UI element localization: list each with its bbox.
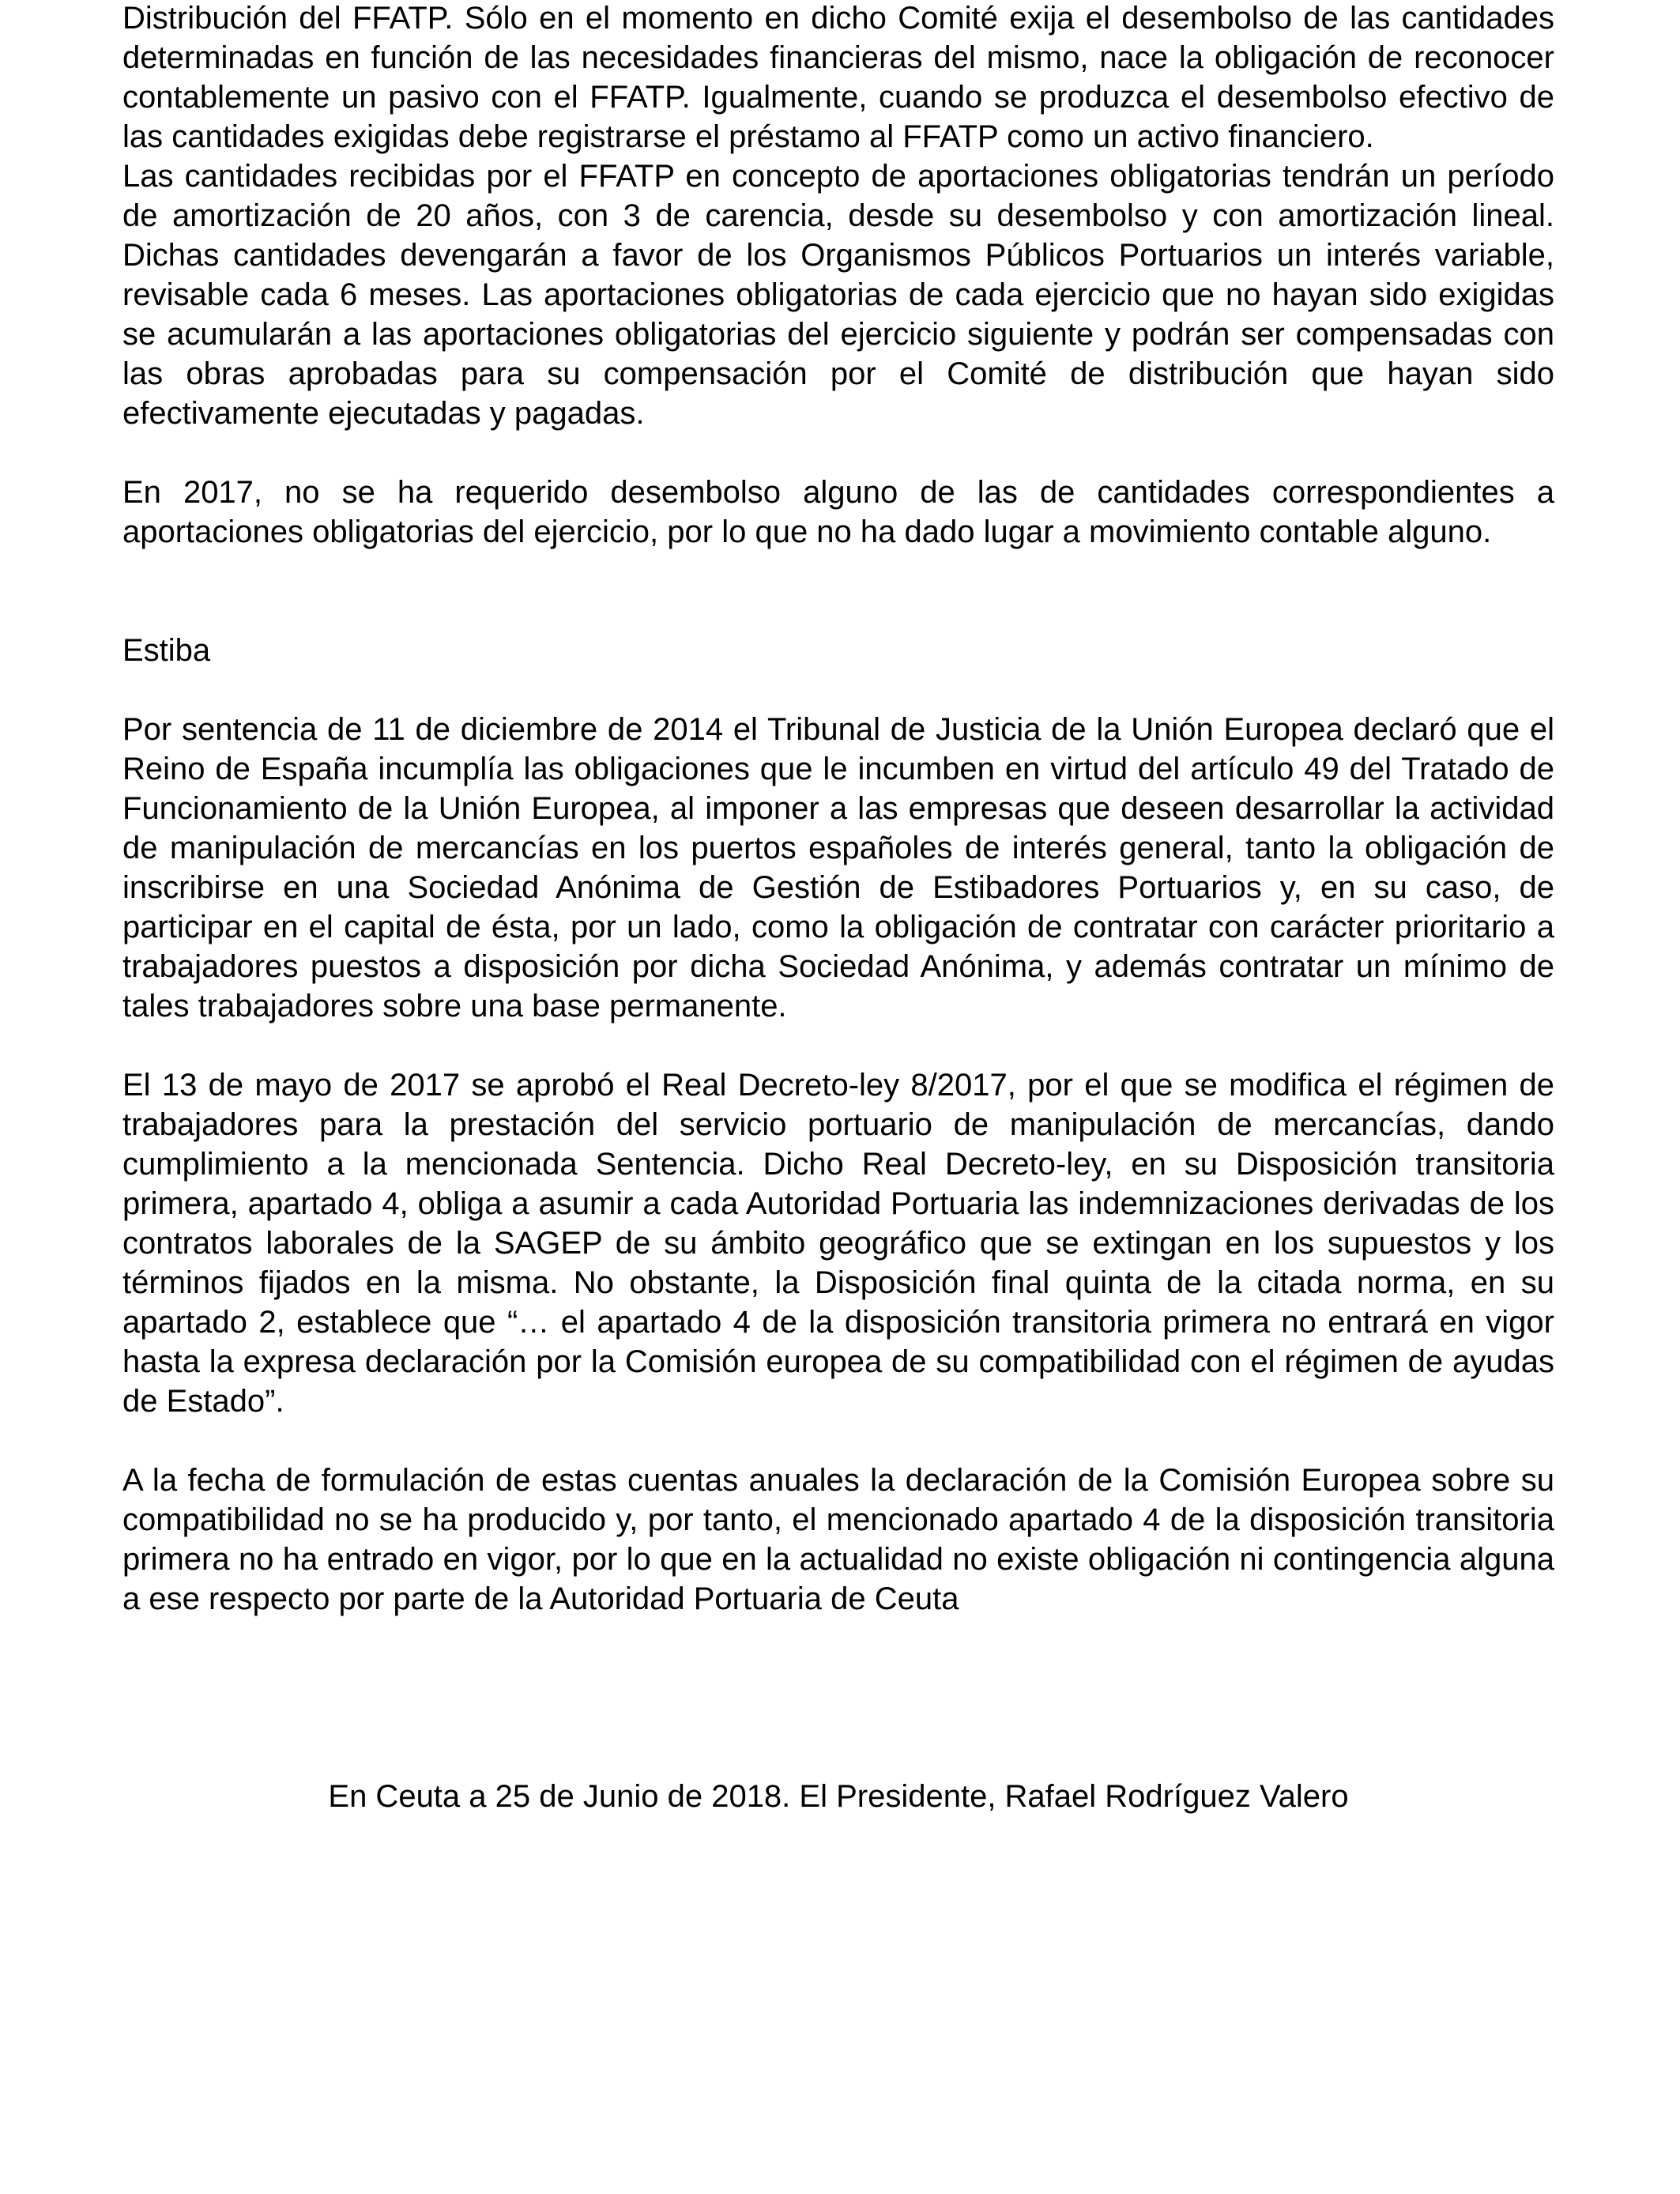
paragraph-ffatp-amortization: Las cantidades recibidas por el FFATP en concepto de aportaciones obligatorias tendrán un período de amortización de 20 años, con 3 de carencia, desde su desembolso y con amortización lineal. Dichas cantidades devengarán a favor de los Organismos Públicos Portuarios un interés variable, revisable cada 6 meses. Las aportaciones obligatorias de cada ejercicio que no hayan sido exigidas se acumularán a las aportaciones obligatorias del ejercicio siguiente y podrán ser compensadas con las obras aprobadas para su compensación por el Comité de distribución que hayan sido efectivamente ejecutadas y pagadas. xyxy=(122,159,1554,431)
signature-line: En Ceuta a 25 de Junio de 2018. El Presidente, Rafael Rodríguez Valero xyxy=(328,1779,1349,1814)
paragraph-court-ruling: Por sentencia de 11 de diciembre de 2014 el Tribunal de Justicia de la Unión Europea declaró que el Reino de España incumplía las obligaciones que le incumben en virtud del artículo 49 del Tratado de Funcionamiento de la Unión Europea, al imponer a las empresas que deseen desarrollar la actividad de manipulación de mercancías en los puertos españoles de interés general, tanto la obligación de inscribirse en una Sociedad Anónima de Gestión de Estibadores Portuarios y, en su caso, de participar en el capital de ésta, por un lado, como la obligación de contratar con carácter prioritario a trabajadores puestos a disposición por dicha Sociedad Anónima, y además contratar un mínimo de tales trabajadores sobre una base permanente. xyxy=(122,712,1554,1023)
paragraph-2017-no-disbursement: En 2017, no se ha requerido desembolso alguno de las de cantidades correspondientes a aportaciones obligatorias del ejercicio, por lo que no ha dado lugar a movimiento contable alguno. xyxy=(122,475,1554,549)
document-page xyxy=(122,0,1554,1816)
section-heading-estiba: Estiba xyxy=(122,633,211,668)
paragraph-ffatp-disbursement: Distribución del FFATP. Sólo en el momento en dicho Comité exija el desembolso de las cantidades determinadas en función de las necesidades financieras del mismo, nace la obligación de reconocer contablemente un pasivo con el FFATP. Igualmente, cuando se produzca el desembolso efectivo de las cantidades exigidas debe registrarse el préstamo al FFATP como un activo financiero. xyxy=(122,1,1554,154)
paragraph-annual-accounts: A la fecha de formulación de estas cuentas anuales la declaración de la Comisión Europea sobre su compatibilidad no se ha producido y, por tanto, el mencionado apartado 4 de la disposición transitoria primera no ha entrado en vigor, por lo que en la actualidad no existe obligación ni contingencia alguna a ese respecto por parte de la Autoridad Portuaria de Ceuta xyxy=(122,1463,1554,1616)
paragraph-royal-decree: El 13 de mayo de 2017 se aprobó el Real Decreto-ley 8/2017, por el que se modifica el régimen de trabajadores para la prestación del servicio portuario de manipulación de mercancías, dando cumplimiento a la mencionada Sentencia. Dicho Real Decreto-ley, en su Disposición transitoria primera, apartado 4, obliga a asumir a cada Autoridad Portuaria las indemnizaciones derivadas de los contratos laborales de la SAGEP de su ámbito geográfico que se extingan en los supuestos y los términos fijados en la misma. No obstante, la Disposición final quinta de la citada norma, en su apartado 2, establece que “… el apartado 4 de la disposición transitoria primera no entrará en vigor hasta la expresa declaración por la Comisión europea de su compatibilidad con el régimen de ayudas de Estado”. xyxy=(122,1068,1554,1419)
